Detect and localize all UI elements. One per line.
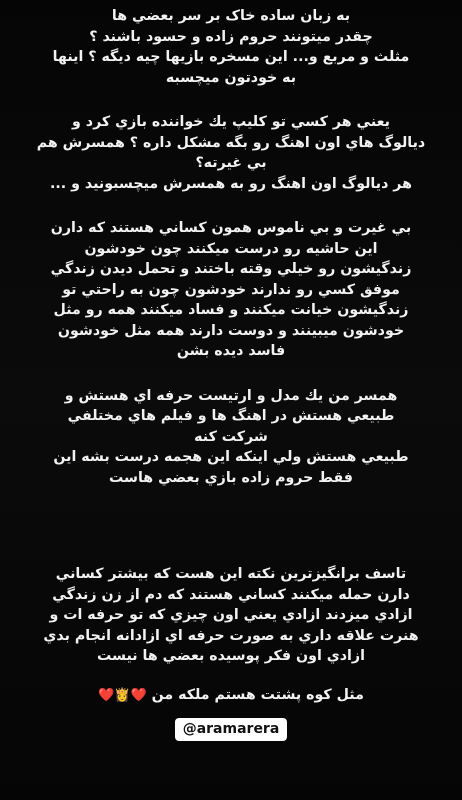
text-line: ازادي ميزدند ازادي يعني اون چيزي که تو حرفه ات و [49,607,413,623]
text-line: شرکت کنه [194,428,268,445]
closing-line [18,685,444,707]
paragraph-2 [18,112,444,194]
text-line: دارن حمله ميکنند کساني هستند که دم از زن زندگي [52,586,410,603]
closing-text: مثل کوه پشتت هستم ملکه من [151,686,364,703]
text-line: به زبان ساده خاک بر سر بعضي ها [111,8,351,24]
text-line: بي غيرت و بي ناموس همون کساني هستند که دارن [50,220,412,236]
text-line: تاسف برانگيزترين نکته اين هست که بيشتر کساني [55,566,407,582]
mention-sticker[interactable]: @aramarera [175,718,288,741]
text-line: طبيعي هستش ولي اينکه اين هجمه درست بشه اين [53,449,409,465]
spacer [18,362,444,386]
text-line: طبيعي هستش در اهنگ ها و فيلم هاي مختلفي [67,408,395,424]
text-line: مثلث و مربع و... اين مسخره بازيها چيه ديگه ؟ اينها [52,49,410,65]
text-line: فقط حروم زاده بازي بعضي هاست [109,469,353,486]
text-line: يعني هر کسي تو کليپ يك خواننده بازي کرد و [72,114,390,130]
text-line: همسر من يك مدل و ارتيست حرفه اي هستش و [64,387,398,404]
text-line: به خودتون ميچسبه [165,69,297,86]
text-line: زندگيشون خيانت ميکنند و فساد ميکنند همه رو مثل [53,302,409,318]
text-line: هنرت علاقه داري به صورت حرفه اي ازادانه انجام بدي [43,627,419,644]
text-line: بي غيرته؟ [195,155,267,171]
paragraph-4 [18,386,444,489]
paragraph-1 [18,6,444,88]
text-line: موفق کسي رو ندارند خودشون چون به راحتي تو [62,281,400,298]
spacer [18,488,444,564]
spacer [18,88,444,112]
paragraph-3 [18,218,444,362]
text-line: اين حاشيه رو درست ميکنند چون خودشون [84,240,378,257]
text-line: هر ديالوگ اون اهنگ رو به همسرش ميچسبونيد و ... [50,175,412,192]
text-line: فاسد ديده بشن [176,343,286,359]
text-line: خودشون ميبينند و دوست دارند همه مثل خودشون [57,322,405,339]
spacer [18,194,444,218]
text-line: چقدر ميتونند حروم زاده و حسود باشند ؟ [89,28,373,45]
text-line: زندگيشون رو خيلي وقته باختند و تحمل ديدن زندگي [50,261,412,277]
story-text [18,6,444,741]
text-line: ازادي اون فکر پوسيده بعضي ها نيست [97,648,365,664]
text-line: ديالوگ هاي اون اهنگ رو بگه مشکل داره ؟ همسرش هم [36,134,426,151]
heart-queen-heart-emoji: ❤️👸❤️ [98,687,147,703]
paragraph-5 [18,564,444,667]
